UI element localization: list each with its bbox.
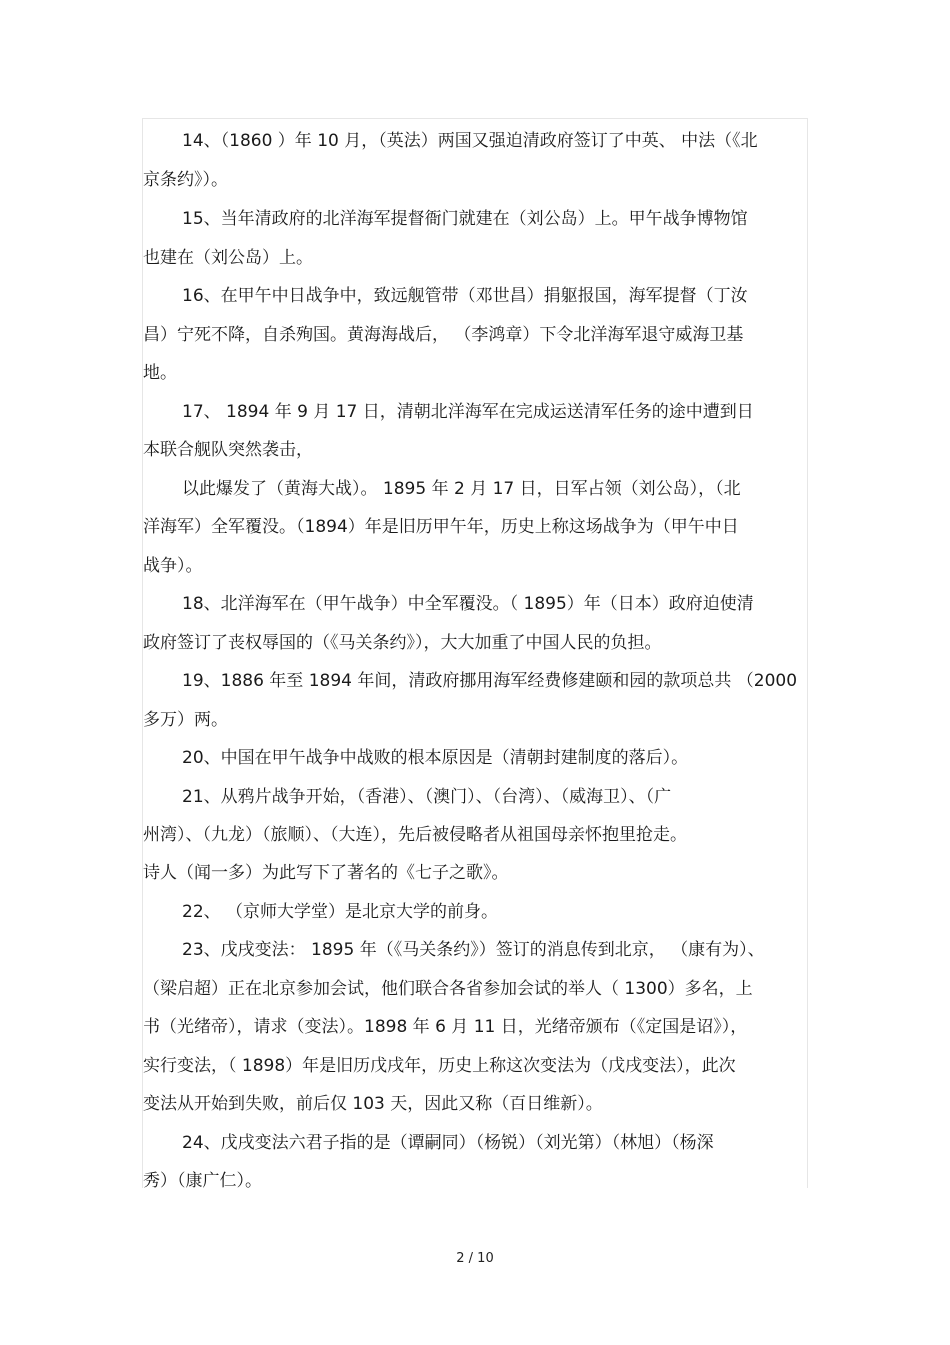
paragraph-line: 秀）（康广仁）。: [143, 1171, 262, 1191]
page-number: 2 / 10: [456, 1251, 494, 1266]
paragraph-line: 18、北洋海军在（甲午战争）中全军覆没。（ 1895）年（日本）政府迫使清: [182, 594, 754, 614]
paragraph-line: 15、当年清政府的北洋海军提督衙门就建在（刘公岛）上。甲午战争博物馆: [182, 209, 748, 229]
paragraph-line: 也建在（刘公岛）上。: [143, 248, 313, 268]
paragraph-line: 洋海军）全军覆没。（1894）年是旧历甲午年，历史上称这场战争为（甲午中日: [143, 517, 739, 537]
paragraph-line: 16、在甲午中日战争中，致远舰管带（邓世昌）捐躯报国，海军提督（丁汝: [182, 286, 748, 306]
paragraph-line: 14、（1860 ）年 10 月，（英法）两国又强迫清政府签订了中英、 中法（《北: [182, 131, 758, 151]
paragraph-line: 战争）。: [143, 556, 203, 576]
paragraph-line: 地。: [143, 363, 177, 383]
paragraph-line: 实行变法，（ 1898）年是旧历戊戌年，历史上称这次变法为（戊戌变法），此次: [143, 1056, 736, 1076]
paragraph-line: 20、中国在甲午战争中战败的根本原因是（清朝封建制度的落后）。: [182, 748, 689, 768]
paragraph-line: 19、1886 年至 1894 年间，清政府挪用海军经费修建颐和园的款项总共 （2000: [182, 671, 798, 691]
paragraph-line: 多万）两。: [143, 710, 228, 730]
paragraph-line: 书（光绪帝），请求（变法）。1898 年 6 月 11 日，光绪帝颁布（《定国是诏》），: [143, 1017, 748, 1037]
paragraph-line: 变法从开始到失败，前后仅 103 天，因此又称（百日维新）。: [143, 1094, 603, 1114]
paragraph-line: 24、戊戌变法六君子指的是（谭嗣同）（杨锐）（刘光第）（林旭）（杨深: [182, 1133, 714, 1153]
paragraph-line: 以此爆发了（黄海大战）。 1895 年 2 月 17 日，日军占领（刘公岛），（北: [182, 479, 741, 499]
paragraph-line: （梁启超）正在北京参加会试，他们联合各省参加会试的举人（ 1300）多名，上: [143, 979, 753, 999]
paragraph-line: 22、 （京师大学堂）是北京大学的前身。: [182, 902, 499, 922]
paragraph-line: 昌）宁死不降，自杀殉国。黄海海战后， （李鸿章）下令北洋海军退守威海卫基: [143, 325, 744, 345]
paragraph-line: 京条约》）。: [143, 170, 228, 190]
paragraph-line: 23、戊戌变法： 1895 年（《马关条约》）签订的消息传到北京， （康有为）、: [182, 940, 765, 960]
paragraph-line: 本联合舰队突然袭击，: [143, 440, 313, 460]
paragraph-line: 17、 1894 年 9 月 17 日，清朝北洋海军在完成运送清军任务的途中遭到日: [182, 402, 754, 422]
paragraph-line: 21、从鸦片战争开始，（香港）、（澳门）、（台湾）、（威海卫）、（广: [182, 787, 672, 807]
paragraph-line: 政府签订了丧权辱国的（《马关条约》），大大加重了中国人民的负担。: [143, 633, 662, 653]
paragraph-line: 诗人（闻一多）为此写下了著名的《七子之歌》。: [143, 863, 509, 883]
paragraph-line: 州湾）、（九龙）（旅顺）、（大连），先后被侵略者从祖国母亲怀抱里抢走。: [143, 825, 687, 845]
